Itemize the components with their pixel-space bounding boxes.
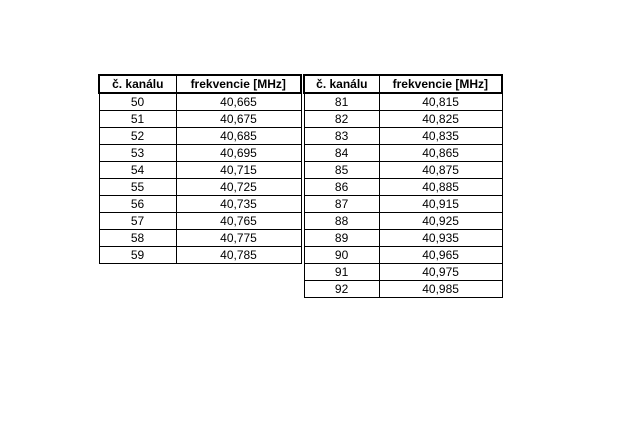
channel-number-cell: 54 bbox=[99, 162, 176, 179]
channel-number-cell: 91 bbox=[304, 264, 379, 281]
frequency-cell: 40,885 bbox=[379, 179, 502, 196]
frequency-cell: 40,825 bbox=[379, 111, 502, 128]
frequency-cell: 40,965 bbox=[379, 247, 502, 264]
table-row bbox=[99, 93, 301, 111]
table-row bbox=[99, 162, 301, 179]
channel-number-cell: 85 bbox=[304, 162, 379, 179]
table-row bbox=[304, 247, 502, 264]
channel-number-cell: 84 bbox=[304, 145, 379, 162]
channel-frequency-sheet bbox=[98, 74, 503, 298]
frequency-header: frekvencie [MHz] bbox=[176, 75, 301, 93]
channel-table-right bbox=[303, 74, 503, 298]
channel-number-cell: 55 bbox=[99, 179, 176, 196]
frequency-cell: 40,835 bbox=[379, 128, 502, 145]
channel-table-left bbox=[98, 74, 302, 264]
table-header-row bbox=[304, 75, 502, 93]
channel-number-cell: 56 bbox=[99, 196, 176, 213]
table-row bbox=[99, 128, 301, 145]
channel-number-cell: 81 bbox=[304, 93, 379, 111]
frequency-cell: 40,695 bbox=[176, 145, 301, 162]
channel-number-cell: 58 bbox=[99, 230, 176, 247]
frequency-cell: 40,785 bbox=[176, 247, 301, 264]
table-row bbox=[99, 247, 301, 264]
channel-number-cell: 89 bbox=[304, 230, 379, 247]
table-row bbox=[99, 230, 301, 247]
table-row bbox=[99, 196, 301, 213]
table-row bbox=[304, 230, 502, 247]
table-row bbox=[304, 264, 502, 281]
table-row bbox=[99, 111, 301, 128]
table-row bbox=[99, 145, 301, 162]
table-row bbox=[99, 179, 301, 196]
channel-number-cell: 50 bbox=[99, 93, 176, 111]
frequency-cell: 40,975 bbox=[379, 264, 502, 281]
frequency-cell: 40,715 bbox=[176, 162, 301, 179]
channel-number-cell: 53 bbox=[99, 145, 176, 162]
frequency-cell: 40,875 bbox=[379, 162, 502, 179]
frequency-cell: 40,725 bbox=[176, 179, 301, 196]
channel-number-cell: 51 bbox=[99, 111, 176, 128]
frequency-cell: 40,675 bbox=[176, 111, 301, 128]
channel-number-cell: 92 bbox=[304, 281, 379, 298]
channel-number-cell: 87 bbox=[304, 196, 379, 213]
frequency-cell: 40,925 bbox=[379, 213, 502, 230]
table-body bbox=[99, 93, 301, 264]
table-row bbox=[304, 128, 502, 145]
frequency-cell: 40,985 bbox=[379, 281, 502, 298]
table-row bbox=[304, 213, 502, 230]
channel-number-cell: 59 bbox=[99, 247, 176, 264]
table-row bbox=[304, 111, 502, 128]
table-header-row bbox=[99, 75, 301, 93]
frequency-cell: 40,775 bbox=[176, 230, 301, 247]
table-row bbox=[304, 281, 502, 298]
frequency-cell: 40,865 bbox=[379, 145, 502, 162]
table-row bbox=[304, 162, 502, 179]
channel-number-cell: 83 bbox=[304, 128, 379, 145]
table-row bbox=[304, 179, 502, 196]
frequency-cell: 40,915 bbox=[379, 196, 502, 213]
channel-number-cell: 82 bbox=[304, 111, 379, 128]
frequency-cell: 40,735 bbox=[176, 196, 301, 213]
table-body bbox=[304, 93, 502, 298]
channel-number-cell: 57 bbox=[99, 213, 176, 230]
table-row bbox=[304, 145, 502, 162]
frequency-header: frekvencie [MHz] bbox=[379, 75, 502, 93]
frequency-cell: 40,765 bbox=[176, 213, 301, 230]
table-row bbox=[99, 213, 301, 230]
channel-number-cell: 88 bbox=[304, 213, 379, 230]
frequency-cell: 40,685 bbox=[176, 128, 301, 145]
table-row bbox=[304, 196, 502, 213]
table-row bbox=[304, 93, 502, 111]
channel-number-cell: 86 bbox=[304, 179, 379, 196]
frequency-cell: 40,815 bbox=[379, 93, 502, 111]
channel-number-cell: 52 bbox=[99, 128, 176, 145]
frequency-cell: 40,665 bbox=[176, 93, 301, 111]
channel-number-header: č. kanálu bbox=[99, 75, 176, 93]
frequency-cell: 40,935 bbox=[379, 230, 502, 247]
channel-number-header: č. kanálu bbox=[304, 75, 379, 93]
channel-number-cell: 90 bbox=[304, 247, 379, 264]
